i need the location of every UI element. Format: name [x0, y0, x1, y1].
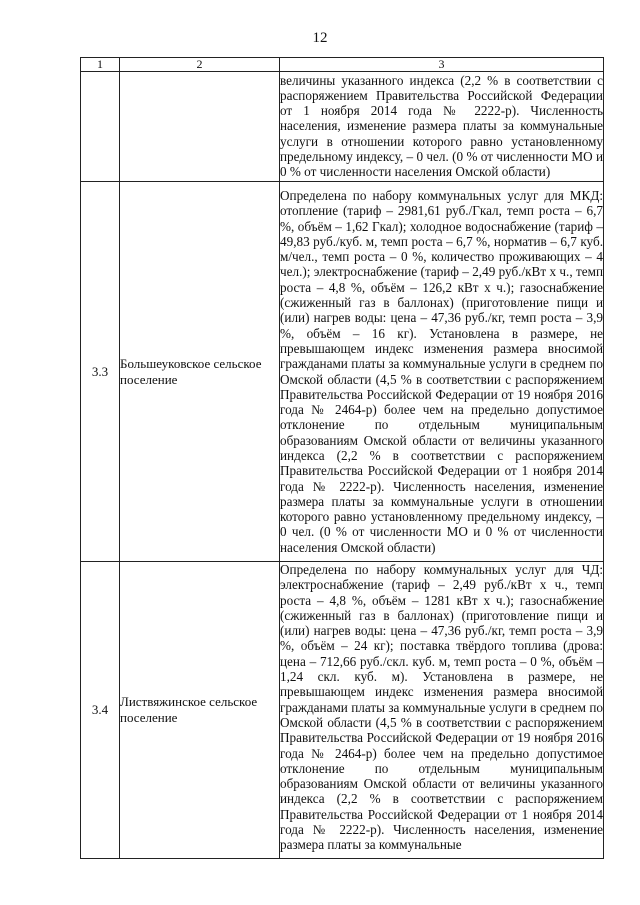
row-name-cell: [120, 72, 280, 182]
continuation-text: величины указанного индекса (2,2 % в соответствии с распоряжением Правительства Российской Федерации от 1 ноября 2014 года № 2222-р). Численность населения, изменение размера платы за коммунальные услуги в отношении которого равно установленному предельному индексу, – 0 чел. (0 % от численности МО и 0 % от численности населения Омской области): [280, 72, 603, 180]
table-row-continuation: [81, 72, 604, 182]
row-name: Большеуковское сельское поселение: [120, 182, 280, 562]
row-name: Листвяжинское сельское поселение: [120, 562, 280, 859]
row-number: 3.4: [81, 562, 120, 859]
header-col-2: 2: [120, 58, 280, 72]
table-header-row: [81, 58, 604, 72]
row-description-cell: [280, 562, 604, 859]
row-number: 3.3: [81, 182, 120, 562]
tariff-table: [80, 57, 604, 859]
row-description: Определена по набору коммунальных услуг для МКД: отопление (тариф – 2981,61 руб./Гкал, темп роста – 6,7 %, объём – 1,62 Гкал); холодное водоснабжение (тариф – 49,83 руб./куб. м, темп роста – 6,7 %, норматив – 6,7 куб. м/чел., темп роста – 0 %, количество проживающих – 4 чел.); электроснабжение (тариф – 2,49 руб./кВт х ч., темп роста – 4,8 %, объём – 126,2 кВт х ч.); газоснабжение (сжиженный газ в баллонах) (приготовление пищи и (или) нагрев воды: цена – 47,36 руб./кг, темп роста – 3,9 %, объём – 16 кг). Установлена в размере, не превышающем индекс изменения размера вносимой гражданами платы за коммунальные услуги в среднем по Омской области (4,5 % в соответствии с распоряжением Правительства Российской Федерации от 19 ноября 2016 года № 2464-р) более чем на предельно допустимое отклонение по отдельным муниципальным образованиям Омской области от величины указанного индекса (2,2 % в соответствии с распоряжением Правительства Российской Федерации от 1 ноября 2014 года № 2222-р). Численность населения, изменение размера платы за коммунальные услуги в отношении которого равно установленному предельному индексу, – 0 чел. (0 % от численности МО и 0 % от численности населения Омской области): [280, 182, 604, 562]
table-row: [81, 562, 604, 859]
table-row: [81, 182, 604, 562]
row-description-cell: [280, 72, 604, 182]
header-col-1: 1: [81, 58, 120, 72]
header-col-3: 3: [280, 58, 604, 72]
row-number-cell: [81, 72, 120, 182]
page-number: 12: [312, 30, 328, 46]
row-description: Определена по набору коммунальных услуг для ЧД: электроснабжение (тариф – 2,49 руб./кВт х ч., темп роста – 4,8 %, объём – 1281 кВт х ч.); газоснабжение (сжиженный газ в баллонах) (приготовление пищи и (или) нагрев воды: цена – 47,36 руб./кг, темп роста – 3,9 %, объём – 24 кг); поставка твёрдого топлива (дрова: цена – 712,66 руб./скл. куб. м, темп роста – 0 %, объём – 1,24 скл. куб. м). Установлена в размере, не превышающем индекс изменения размера вносимой гражданами платы за коммунальные услуги в среднем по Омской области (4,5 % в соответствии с распоряжением Правительства Российской Федерации от 19 ноября 2016 года № 2464-р) более чем на предельно допустимое отклонение по отдельным муниципальным образованиям Омской области от величины указанного индекса (2,2 % в соответствии с распоряжением Правительства Российской Федерации от 1 ноября 2014 года № 2222-р). Численность населения, изменение размера платы за коммунальные: [280, 562, 603, 853]
